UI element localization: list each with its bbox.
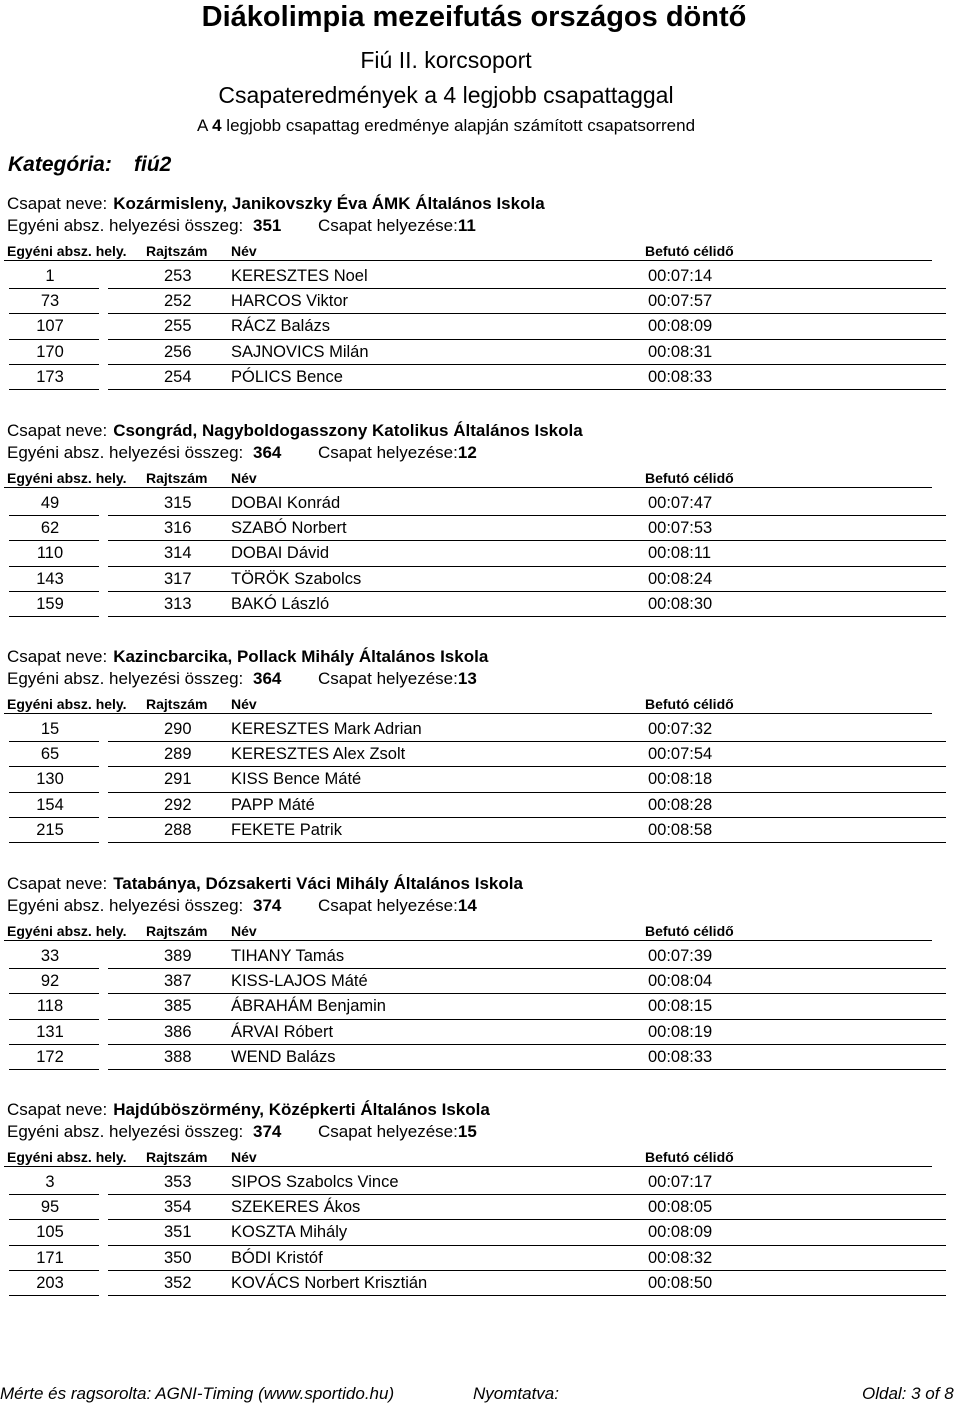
table-row [0, 1020, 960, 1045]
runner-place: 159 [36, 594, 64, 613]
team-position-line [318, 1122, 477, 1142]
runner-bib: 291 [164, 770, 192, 789]
col-header-time: Befutó célidő [645, 470, 734, 486]
header-divider [4, 487, 932, 488]
team-name-label: Csapat neve: [7, 1100, 108, 1119]
table-row [0, 717, 960, 742]
table-row [0, 340, 960, 365]
table-row [0, 742, 960, 767]
runner-bib: 352 [164, 1273, 192, 1292]
runner-time: 00:08:05 [648, 1198, 713, 1217]
runner-bib: 255 [164, 317, 192, 336]
team-sum-value: 364 [253, 669, 282, 688]
header-divider [4, 713, 932, 714]
runner-time: 00:08:50 [648, 1273, 713, 1292]
runner-place: 170 [36, 342, 64, 361]
header-divider [4, 260, 932, 261]
col-header-name: Név [231, 696, 257, 712]
team-sum-value: 351 [253, 216, 282, 235]
runner-time: 00:08:09 [648, 1223, 713, 1242]
table-row [0, 592, 960, 617]
page-title: Diákolimpia mezeifutás országos döntő [201, 1, 747, 33]
runner-bib: 313 [164, 594, 192, 613]
runner-list [0, 491, 960, 617]
runner-place: 110 [36, 544, 64, 563]
team-sum-value: 374 [253, 1122, 282, 1141]
runner-place: 65 [40, 745, 60, 764]
footer-printed: Nyomtatva: [473, 1384, 559, 1403]
runner-name: DOBAI Dávid [231, 544, 330, 563]
table-row [0, 264, 960, 289]
team-position-value: 11 [457, 216, 476, 235]
team-name: Kazincbarcika, Pollack Mihály Általános Iskola [113, 647, 489, 666]
team-sum-line [7, 669, 282, 689]
runner-time: 00:08:18 [648, 770, 713, 789]
col-header-bib: Rajtszám [146, 696, 208, 712]
team-name-label: Csapat neve: [7, 194, 108, 213]
runner-name: SZABÓ Norbert [231, 519, 347, 538]
footer-page-number: Oldal: 3 of 8 [862, 1384, 954, 1403]
table-row [0, 314, 960, 339]
team-sum-line [7, 1122, 282, 1142]
runner-time: 00:07:57 [648, 292, 713, 311]
team-sum-label: Egyéni absz. helyezési összeg: [7, 443, 244, 462]
team-name-line [7, 874, 523, 894]
team-block [0, 194, 960, 414]
runner-name: PAPP Máté [231, 795, 315, 814]
col-header-name: Név [231, 1149, 257, 1165]
team-position-label: Csapat helyezése: [318, 896, 458, 915]
runner-place: 107 [36, 317, 64, 336]
runner-name: KOVÁCS Norbert Krisztián [231, 1273, 428, 1292]
table-row [0, 994, 960, 1019]
runner-name: PÓLICS Bence [231, 367, 343, 386]
ranking-note: A 4 legjobb csapattag eredménye alapján számított csapatsorrend [196, 116, 696, 135]
runner-bib: 315 [164, 494, 192, 512]
category [8, 152, 172, 178]
team-sum-line [7, 896, 282, 916]
runner-place: 130 [36, 770, 64, 789]
runner-list [0, 944, 960, 1070]
row-divider [108, 389, 946, 390]
row-divider [108, 1295, 946, 1296]
runner-place: 1 [45, 267, 55, 285]
results-subtitle: Csapateredmények a 4 legjobb csapattaggal [218, 82, 674, 108]
col-header-time: Befutó célidő [645, 243, 734, 259]
col-header-name: Név [231, 243, 257, 259]
table-row [0, 1195, 960, 1220]
runner-time: 00:07:17 [648, 1173, 713, 1191]
runner-time: 00:08:19 [648, 1022, 713, 1041]
col-header-time: Befutó célidő [645, 923, 734, 939]
footer-credit: Mérte és ragsorolta: AGNI-Timing (www.sportido.hu) [0, 1384, 395, 1403]
runner-place: 49 [40, 494, 60, 512]
runner-name: TÖRÖK Szabolcs [231, 569, 362, 588]
team-sum-value: 374 [253, 896, 282, 915]
table-row [0, 1170, 960, 1195]
table-row [0, 818, 960, 843]
team-name-line [7, 194, 545, 214]
team-name: Hajdúböszörmény, Középkerti Általános Iskola [113, 1100, 490, 1119]
runner-name: WEND Balázs [231, 1047, 336, 1066]
runner-list [0, 264, 960, 390]
runner-name: SIPOS Szabolcs Vince [231, 1173, 399, 1191]
category-label: Kategória: [8, 153, 112, 176]
runner-bib: 387 [164, 972, 192, 991]
team-name: Csongrád, Nagyboldogasszony Katolikus Általános Iskola [113, 421, 583, 440]
runner-bib: 290 [164, 720, 192, 738]
table-row [0, 1271, 960, 1296]
table-row [0, 944, 960, 969]
table-header [0, 241, 960, 261]
runner-place: 143 [36, 569, 64, 588]
runner-bib: 252 [164, 292, 192, 311]
row-divider [9, 1069, 99, 1070]
runner-place: 131 [36, 1022, 64, 1041]
runner-name: BAKÓ László [231, 594, 330, 613]
runner-name: KERESZTES Alex Zsolt [231, 745, 406, 764]
team-sum-label: Egyéni absz. helyezési összeg: [7, 1122, 244, 1141]
col-header-place: Egyéni absz. hely. [7, 923, 127, 939]
table-row [0, 365, 960, 390]
team-name-line [7, 421, 583, 441]
team-position-line [318, 669, 477, 689]
team-name-line [7, 1100, 490, 1120]
row-divider [9, 842, 99, 843]
runner-place: 62 [40, 519, 60, 538]
table-header [0, 694, 960, 714]
table-row [0, 516, 960, 541]
table-row [0, 1220, 960, 1245]
team-position-label: Csapat helyezése: [318, 669, 458, 688]
runner-bib: 385 [164, 997, 192, 1016]
col-header-bib: Rajtszám [146, 923, 208, 939]
table-row [0, 1045, 960, 1070]
table-row [0, 567, 960, 592]
header-divider [4, 1166, 932, 1167]
table-row [0, 969, 960, 994]
runner-bib: 317 [164, 569, 192, 588]
team-sum-value: 364 [253, 443, 282, 462]
runner-place: 3 [45, 1173, 55, 1191]
runner-time: 00:07:54 [648, 745, 713, 764]
runner-name: FEKETE Patrik [231, 820, 342, 839]
team-name-line [7, 647, 488, 667]
runner-time: 00:08:09 [648, 317, 713, 336]
runner-place: 173 [36, 367, 64, 386]
col-header-place: Egyéni absz. hely. [7, 243, 127, 259]
runner-time: 00:08:04 [648, 972, 713, 991]
runner-place: 118 [36, 997, 64, 1016]
team-name: Kozármisleny, Janikovszky Éva ÁMK Általános Iskola [113, 194, 545, 213]
team-name-label: Csapat neve: [7, 874, 108, 893]
team-position-line [318, 216, 476, 236]
team-position-value: 13 [457, 669, 477, 688]
team-name: Tatabánya, Dózsakerti Váci Mihály Általános Iskola [113, 874, 523, 893]
runner-time: 00:08:11 [648, 544, 712, 563]
table-header [0, 1147, 960, 1167]
runner-name: KOSZTA Mihály [231, 1223, 348, 1242]
col-header-name: Név [231, 923, 257, 939]
team-block [0, 647, 960, 867]
runner-bib: 316 [164, 519, 192, 538]
col-header-place: Egyéni absz. hely. [7, 1149, 127, 1165]
table-row [0, 767, 960, 792]
runner-bib: 292 [164, 795, 192, 814]
team-position-label: Csapat helyezése: [318, 1122, 458, 1141]
team-position-line [318, 443, 477, 463]
runner-bib: 388 [164, 1047, 192, 1066]
runner-list [0, 717, 960, 843]
col-header-place: Egyéni absz. hely. [7, 696, 127, 712]
runner-place: 95 [40, 1198, 60, 1217]
runner-name: DOBAI Konrád [231, 494, 341, 512]
runner-bib: 254 [164, 367, 192, 386]
age-group-subtitle: Fiú II. korcsoport [360, 47, 532, 73]
team-position-line [318, 896, 477, 916]
table-row [0, 1246, 960, 1271]
team-position-value: 12 [457, 443, 477, 462]
runner-time: 00:07:14 [648, 267, 713, 285]
table-row [0, 289, 960, 314]
table-row [0, 491, 960, 516]
col-header-bib: Rajtszám [146, 470, 208, 486]
runner-bib: 253 [164, 267, 192, 285]
team-position-value: 14 [457, 896, 477, 915]
runner-name: RÁCZ Balázs [231, 317, 331, 336]
team-position-value: 15 [457, 1122, 477, 1141]
team-sum-line [7, 443, 282, 463]
runner-list [0, 1170, 960, 1296]
runner-time: 00:08:32 [648, 1248, 713, 1267]
runner-bib: 389 [164, 947, 192, 965]
team-block [0, 874, 960, 1094]
team-sum-line [7, 216, 282, 236]
runner-time: 00:08:58 [648, 820, 713, 839]
col-header-place: Egyéni absz. hely. [7, 470, 127, 486]
col-header-name: Név [231, 470, 257, 486]
runner-name: ÁRVAI Róbert [231, 1022, 334, 1041]
runner-bib: 256 [164, 342, 192, 361]
row-divider [108, 1069, 946, 1070]
runner-time: 00:07:39 [648, 947, 713, 965]
col-header-time: Befutó célidő [645, 1149, 734, 1165]
runner-place: 92 [40, 972, 60, 991]
row-divider [9, 1295, 99, 1296]
runner-place: 215 [36, 820, 64, 839]
runner-bib: 289 [164, 745, 192, 764]
runner-name: TIHANY Tamás [231, 947, 345, 965]
runner-time: 00:08:15 [648, 997, 713, 1016]
col-header-bib: Rajtszám [146, 1149, 208, 1165]
table-row [0, 793, 960, 818]
runner-time: 00:07:53 [648, 519, 713, 538]
runner-time: 00:08:31 [648, 342, 713, 361]
runner-place: 73 [40, 292, 60, 311]
runner-name: KERESZTES Noel [231, 267, 368, 285]
runner-bib: 354 [164, 1198, 192, 1217]
col-header-time: Befutó célidő [645, 696, 734, 712]
page-footer [0, 1383, 960, 1405]
runner-name: ÁBRAHÁM Benjamin [231, 997, 386, 1016]
team-block [0, 1100, 960, 1320]
runner-bib: 353 [164, 1173, 192, 1191]
category-value: fiú2 [134, 153, 172, 176]
runner-place: 154 [36, 795, 64, 814]
runner-time: 00:07:32 [648, 720, 713, 738]
runner-place: 15 [40, 720, 60, 738]
runner-time: 00:08:30 [648, 594, 713, 613]
runner-time: 00:08:24 [648, 569, 713, 588]
runner-place: 171 [36, 1248, 64, 1267]
runner-time: 00:08:33 [648, 1047, 713, 1066]
col-header-bib: Rajtszám [146, 243, 208, 259]
runner-name: HARCOS Viktor [231, 292, 349, 311]
table-header [0, 468, 960, 488]
row-divider [9, 616, 99, 617]
runner-place: 203 [36, 1273, 64, 1292]
runner-name: SAJNOVICS Milán [231, 342, 369, 361]
runner-bib: 350 [164, 1248, 192, 1267]
runner-time: 00:08:33 [648, 367, 713, 386]
runner-name: SZEKERES Ákos [231, 1198, 361, 1217]
row-divider [9, 389, 99, 390]
team-sum-label: Egyéni absz. helyezési összeg: [7, 669, 244, 688]
runner-place: 33 [40, 947, 60, 965]
team-position-label: Csapat helyezése: [318, 443, 458, 462]
team-sum-label: Egyéni absz. helyezési összeg: [7, 216, 244, 235]
runner-bib: 288 [164, 820, 192, 839]
runner-time: 00:08:28 [648, 795, 713, 814]
header-divider [4, 940, 932, 941]
runner-time: 00:07:47 [648, 494, 713, 512]
runner-bib: 314 [164, 544, 192, 563]
team-block [0, 421, 960, 641]
runner-name: KISS-LAJOS Máté [231, 972, 368, 991]
runner-bib: 386 [164, 1022, 192, 1041]
team-name-label: Csapat neve: [7, 421, 108, 440]
team-sum-label: Egyéni absz. helyezési összeg: [7, 896, 244, 915]
row-divider [108, 842, 946, 843]
table-row [0, 541, 960, 566]
runner-name: BÓDI Kristóf [231, 1248, 323, 1267]
runner-place: 172 [36, 1047, 64, 1066]
row-divider [108, 616, 946, 617]
team-name-label: Csapat neve: [7, 647, 108, 666]
team-position-label: Csapat helyezése: [318, 216, 458, 235]
table-header [0, 921, 960, 941]
runner-name: KISS Bence Máté [231, 770, 362, 789]
runner-bib: 351 [164, 1223, 192, 1242]
runner-place: 105 [36, 1223, 64, 1242]
runner-name: KERESZTES Mark Adrian [231, 720, 422, 738]
